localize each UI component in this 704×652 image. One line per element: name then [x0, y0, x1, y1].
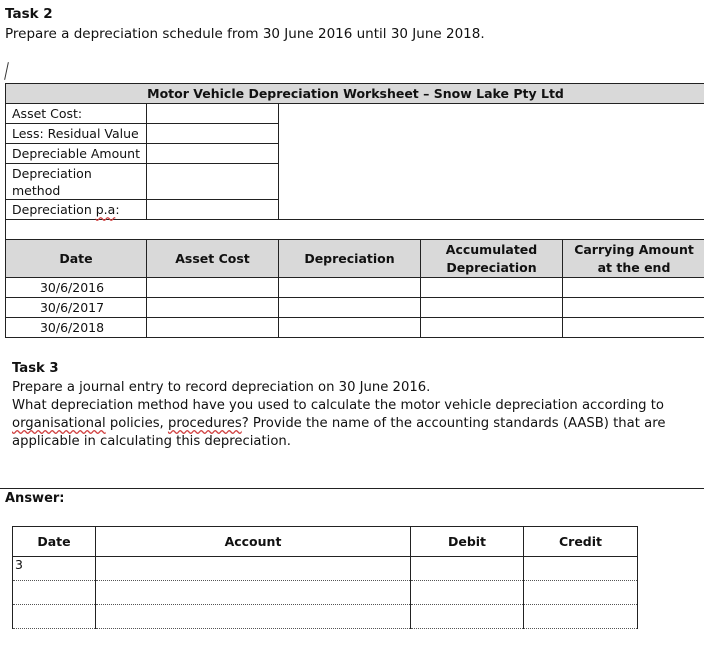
journal-entry-table	[12, 526, 638, 629]
depreciation-pa-label	[6, 200, 147, 220]
worksheet-title-row	[6, 84, 704, 104]
depreciation-pa-prefix: Depreciation	[12, 202, 96, 217]
worksheet-title: Motor Vehicle Depreciation Worksheet – Snow Lake Pty Ltd	[6, 84, 704, 104]
schedule-cell[interactable]	[563, 278, 704, 298]
text-cursor-mark	[4, 62, 9, 80]
schedule-cell[interactable]	[279, 318, 421, 338]
schedule-cell[interactable]	[279, 298, 421, 318]
schedule-cell[interactable]	[563, 318, 704, 338]
col-depreciation-header: Depreciation	[279, 240, 421, 278]
task3-q-procedures: procedures	[167, 416, 242, 431]
journal-row	[13, 605, 638, 629]
depreciation-method-value[interactable]	[147, 164, 279, 200]
section-divider	[0, 488, 704, 489]
journal-account-header: Account	[96, 527, 411, 557]
journal-credit-cell[interactable]	[524, 605, 638, 629]
journal-account-cell[interactable]	[96, 581, 411, 605]
depreciable-amount-value[interactable]	[147, 144, 279, 164]
journal-account-cell[interactable]	[96, 605, 411, 629]
depreciation-pa-mark: p.a	[95, 202, 116, 217]
schedule-cell[interactable]	[279, 278, 421, 298]
journal-credit-header: Credit	[524, 527, 638, 557]
schedule-header-row	[6, 240, 704, 278]
residual-value-label: Less: Residual Value	[6, 124, 147, 144]
worksheet-spacer-row	[6, 220, 704, 240]
journal-header-row	[13, 527, 638, 557]
journal-account-cell[interactable]	[96, 557, 411, 581]
col-accumulated-header: Accumulated Depreciation	[421, 240, 563, 278]
depreciation-pa-value[interactable]	[147, 200, 279, 220]
journal-date-cell[interactable]	[13, 581, 96, 605]
residual-value-value[interactable]	[147, 124, 279, 144]
schedule-row	[6, 278, 704, 298]
col-date-header: Date	[6, 240, 147, 278]
task3-q-part-a: What depreciation method have you used to calculate the motor vehicle depreciation according to	[12, 398, 664, 413]
answer-label: Answer:	[5, 491, 65, 506]
schedule-cell[interactable]	[563, 298, 704, 318]
depreciable-amount-label: Depreciable Amount	[6, 144, 147, 164]
depreciation-pa-suffix: :	[115, 202, 120, 217]
depreciation-worksheet-table	[5, 83, 704, 338]
journal-row	[13, 557, 638, 581]
task3-question	[12, 397, 696, 451]
journal-credit-cell[interactable]	[524, 557, 638, 581]
task3-q-part-e: ? Provide the name of the accounting standards (AASB) that are applicable in calculating this depreciation.	[12, 416, 666, 449]
col-asset-cost-header: Asset Cost	[147, 240, 279, 278]
schedule-cell[interactable]	[147, 318, 279, 338]
task3-q-part-c: policies,	[105, 416, 168, 431]
journal-row	[13, 581, 638, 605]
schedule-cell[interactable]	[147, 278, 279, 298]
schedule-date: 30/6/2017	[6, 298, 147, 318]
schedule-cell[interactable]	[147, 298, 279, 318]
task3-section	[12, 360, 696, 451]
worksheet-blank-area	[279, 104, 704, 220]
journal-credit-cell[interactable]	[524, 581, 638, 605]
journal-debit-cell[interactable]	[411, 581, 524, 605]
schedule-date: 30/6/2016	[6, 278, 147, 298]
journal-date-header: Date	[13, 527, 96, 557]
schedule-date: 30/6/2018	[6, 318, 147, 338]
journal-debit-header: Debit	[411, 527, 524, 557]
schedule-cell[interactable]	[421, 298, 563, 318]
asset-cost-value[interactable]	[147, 104, 279, 124]
task3-line1: Prepare a journal entry to record depreciation on 30 June 2016.	[12, 380, 431, 395]
task3-q-organisational: organisational	[12, 416, 106, 431]
schedule-row	[6, 298, 704, 318]
schedule-cell[interactable]	[421, 318, 563, 338]
task3-title: Task 3	[12, 361, 59, 376]
journal-date-cell[interactable]	[13, 605, 96, 629]
schedule-row	[6, 318, 704, 338]
journal-debit-cell[interactable]	[411, 605, 524, 629]
task2-title: Task 2	[5, 6, 53, 22]
task2-instruction: Prepare a depreciation schedule from 30 June 2016 until 30 June 2018.	[5, 26, 485, 42]
journal-date-cell[interactable]: 3	[13, 557, 96, 581]
schedule-cell[interactable]	[421, 278, 563, 298]
journal-debit-cell[interactable]	[411, 557, 524, 581]
asset-cost-label: Asset Cost:	[6, 104, 147, 124]
depreciation-method-label: Depreciation method	[6, 164, 147, 200]
col-carrying-header: Carrying Amount at the end	[563, 240, 704, 278]
